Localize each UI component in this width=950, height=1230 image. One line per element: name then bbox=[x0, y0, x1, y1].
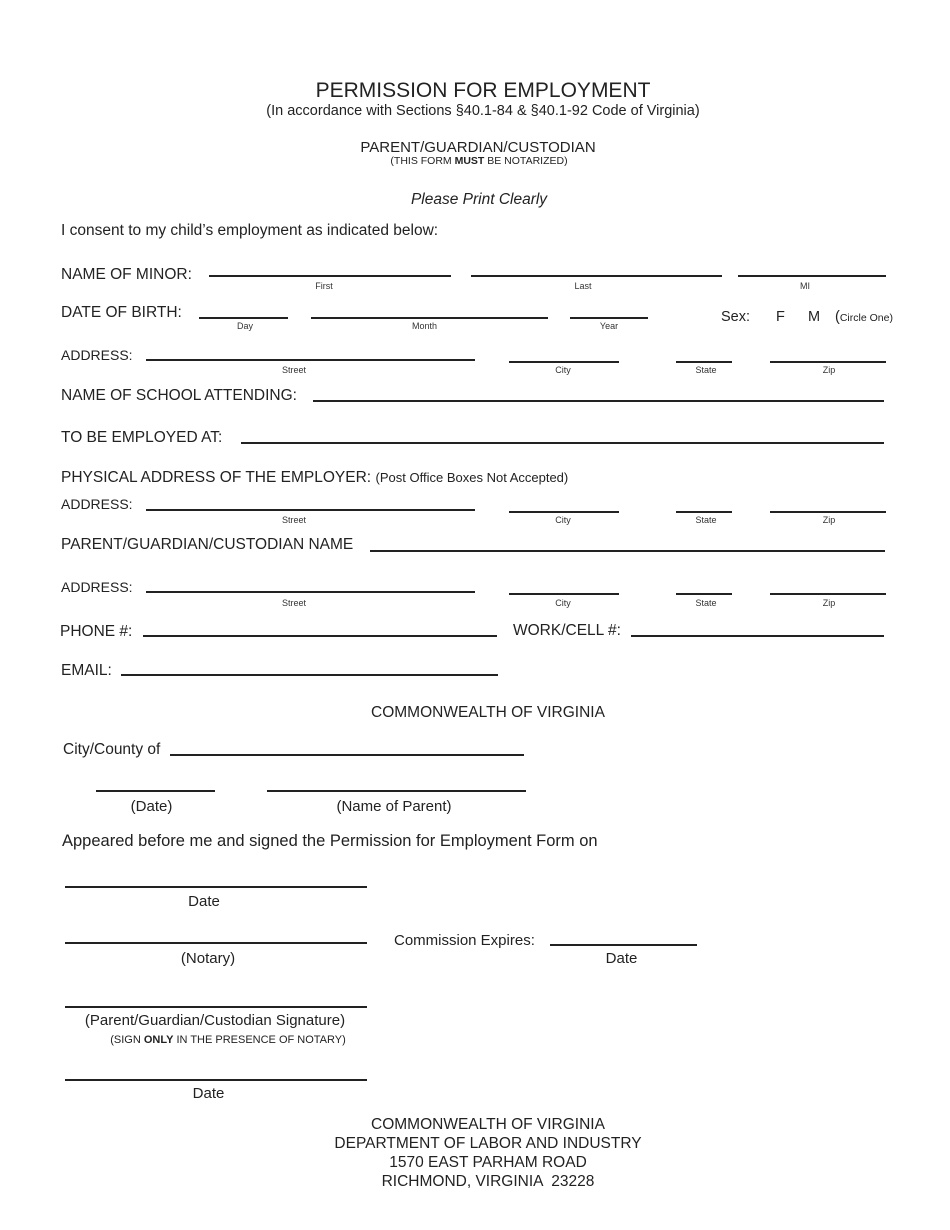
city-county-field[interactable] bbox=[170, 754, 524, 756]
appeared-statement: Appeared before me and signed the Permission for Employment Form on bbox=[62, 832, 598, 850]
work-cell-label: WORK/CELL #: bbox=[513, 622, 621, 639]
sex-option-f[interactable]: F bbox=[776, 309, 785, 325]
minor-last-name-field[interactable] bbox=[471, 275, 722, 277]
dob-month-field[interactable] bbox=[311, 317, 548, 319]
footer-line-1: COMMONWEALTH OF VIRGINIA bbox=[371, 1116, 605, 1133]
sex-label: Sex: bbox=[721, 309, 751, 325]
date-caption: (Date) bbox=[130, 798, 173, 815]
phone-label: PHONE #: bbox=[60, 623, 133, 640]
employed-at-label: TO BE EMPLOYED AT: bbox=[61, 429, 223, 446]
commission-expires-label: Commission Expires: bbox=[394, 932, 535, 949]
parent-address-label: ADDRESS: bbox=[61, 579, 133, 595]
parent-signature-field[interactable] bbox=[65, 1006, 367, 1008]
street-caption: Street bbox=[281, 365, 306, 375]
employer-address-heading: PHYSICAL ADDRESS OF THE EMPLOYER: (Post Office Boxes Not Accepted) bbox=[61, 469, 569, 486]
minor-zip-field[interactable] bbox=[770, 361, 886, 363]
first-caption: First bbox=[315, 281, 333, 291]
city-county-label: City/County of bbox=[63, 741, 161, 758]
employer-street-field[interactable] bbox=[146, 509, 475, 511]
city-caption: City bbox=[555, 515, 571, 525]
footer-address bbox=[0, 1115, 950, 1191]
parent-zip-field[interactable] bbox=[770, 593, 886, 595]
phone-field[interactable] bbox=[143, 635, 497, 637]
commission-date-caption: Date bbox=[605, 950, 638, 967]
dob-day-field[interactable] bbox=[199, 317, 288, 319]
parent-signature-caption: (Parent/Guardian/Custodian Signature) bbox=[84, 1012, 346, 1029]
street-caption: Street bbox=[281, 598, 306, 608]
footer-line-3: 1570 EAST PARHAM ROAD bbox=[389, 1154, 587, 1171]
employer-city-field[interactable] bbox=[509, 511, 619, 513]
last-caption: Last bbox=[574, 281, 592, 291]
appeared-date-field[interactable] bbox=[65, 886, 367, 888]
print-clearly: Please Print Clearly bbox=[410, 191, 548, 208]
notary-date-field[interactable] bbox=[96, 790, 215, 792]
work-cell-field[interactable] bbox=[631, 635, 884, 637]
state-caption: State bbox=[695, 365, 717, 375]
date-caption: Date bbox=[192, 1085, 225, 1102]
minor-name-label: NAME OF MINOR: bbox=[61, 266, 192, 283]
employer-zip-field[interactable] bbox=[770, 511, 886, 513]
year-caption: Year bbox=[599, 321, 619, 331]
zip-caption: Zip bbox=[822, 515, 836, 525]
mi-caption: MI bbox=[800, 281, 810, 291]
state-caption: State bbox=[695, 515, 717, 525]
day-caption: Day bbox=[236, 321, 253, 331]
commission-expires-field[interactable] bbox=[550, 944, 697, 946]
form-title: PERMISSION FOR EMPLOYMENT bbox=[315, 79, 651, 102]
minor-city-field[interactable] bbox=[509, 361, 619, 363]
notary-signature-field[interactable] bbox=[65, 942, 367, 944]
city-caption: City bbox=[555, 365, 571, 375]
school-field[interactable] bbox=[313, 400, 884, 402]
final-date-field[interactable] bbox=[65, 1079, 367, 1081]
parent-name-field[interactable] bbox=[370, 550, 885, 552]
street-caption: Street bbox=[281, 515, 306, 525]
minor-state-field[interactable] bbox=[676, 361, 732, 363]
city-caption: City bbox=[555, 598, 571, 608]
employed-at-field[interactable] bbox=[241, 442, 884, 444]
commonwealth-heading: COMMONWEALTH OF VIRGINIA bbox=[371, 704, 605, 721]
party-heading: PARENT/GUARDIAN/CUSTODIAN bbox=[360, 139, 596, 156]
email-field[interactable] bbox=[121, 674, 498, 676]
minor-mi-field[interactable] bbox=[738, 275, 886, 277]
sex-option-m[interactable]: M bbox=[808, 309, 821, 325]
name-of-parent-caption: (Name of Parent) bbox=[336, 798, 452, 815]
dob-year-field[interactable] bbox=[570, 317, 648, 319]
parent-street-field[interactable] bbox=[146, 591, 475, 593]
zip-caption: Zip bbox=[822, 598, 836, 608]
dob-label: DATE OF BIRTH: bbox=[61, 304, 182, 321]
minor-address-label: ADDRESS: bbox=[61, 347, 133, 363]
footer-line-4: RICHMOND, VIRGINIA 23228 bbox=[381, 1173, 595, 1190]
date-caption: Date bbox=[188, 893, 220, 910]
zip-caption: Zip bbox=[822, 365, 836, 375]
email-label: EMAIL: bbox=[61, 662, 112, 679]
parent-state-field[interactable] bbox=[676, 593, 732, 595]
parent-name-notary-field[interactable] bbox=[267, 790, 526, 792]
school-label: NAME OF SCHOOL ATTENDING: bbox=[61, 387, 297, 404]
notarize-note: (THIS FORM MUST BE NOTARIZED) bbox=[390, 155, 568, 167]
month-caption: Month bbox=[411, 321, 437, 331]
parent-city-field[interactable] bbox=[509, 593, 619, 595]
consent-statement: I consent to my child’s employment as indicated below: bbox=[61, 222, 439, 239]
circle-one-note: (Circle One) bbox=[835, 309, 893, 325]
sign-presence-note: (SIGN ONLY IN THE PRESENCE OF NOTARY) bbox=[110, 1034, 346, 1046]
footer-line-2: DEPARTMENT OF LABOR AND INDUSTRY bbox=[334, 1135, 642, 1152]
minor-first-name-field[interactable] bbox=[209, 275, 451, 277]
employer-state-field[interactable] bbox=[676, 511, 732, 513]
employer-address-label: ADDRESS: bbox=[61, 496, 133, 512]
state-caption: State bbox=[695, 598, 717, 608]
notary-caption: (Notary) bbox=[180, 950, 236, 967]
minor-street-field[interactable] bbox=[146, 359, 475, 361]
parent-name-label: PARENT/GUARDIAN/CUSTODIAN NAME bbox=[61, 536, 354, 553]
form-subtitle: (In accordance with Sections §40.1-84 & §40.1-92 Code of Virginia) bbox=[266, 103, 700, 119]
